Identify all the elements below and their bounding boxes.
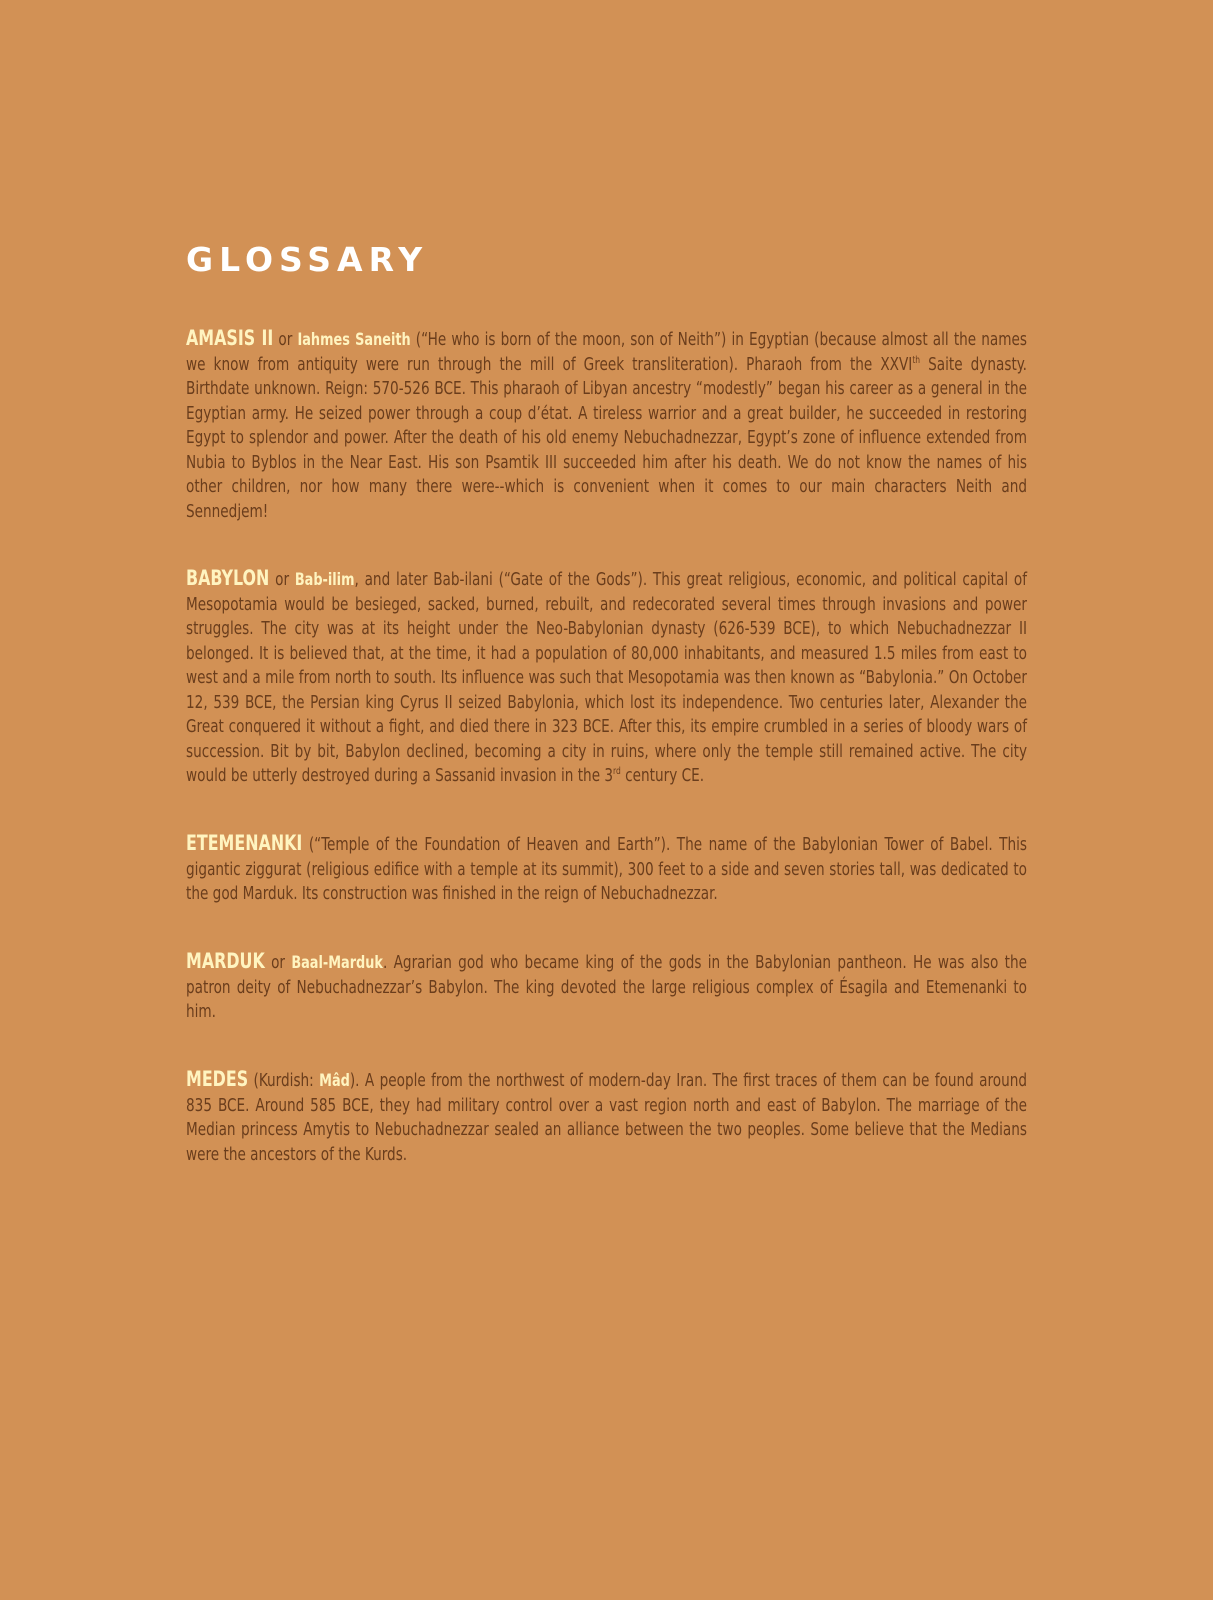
entry-text: (“Temple of the Foundation of Heaven and Earth”). The name of the Babylonian Tower of Babel. This gigantic ziggurat (religious edifice with a temple at its summit), 300 feet to a side and seven stories tall, was dedicated to the god Marduk. Its construction was finished in the reign of Nebuchadnezzar. (186, 834, 1027, 904)
entry-join: or (264, 952, 292, 973)
entry-join: or (269, 569, 295, 590)
entry-term: MEDES (186, 1067, 249, 1091)
entry-alt-name: Mâd (319, 1071, 350, 1091)
entry-term: AMASIS II (186, 326, 274, 350)
glossary-entry-marduk (186, 949, 1027, 1025)
entry-text-continued: Saite dynasty. Birthdate unknown. Reign: 570-526 BCE. This pharaoh of Libyan ancestry “modestly” began his career as a general in the Egyptian army. He seized power through a coup d’état. A tireless warrior and a great builder, he succeeded in restoring Egypt to splendor and power. After the death of his old enemy Nebuchadnezzar, Egypt’s zone of influence extended from Nubia to Byblos in the Near East. His son Psamtik III succeeded him after his death. We do not know the names of his other children, nor how many there were--which is convenient when it comes to our main characters Neith and Sennedjem! (186, 353, 1028, 522)
glossary-entry-babylon (186, 566, 1027, 789)
glossary-entry-etemenanki (186, 831, 1027, 907)
entry-text-continued: century CE. (620, 765, 705, 786)
entry-alt-name: Bab-ilim (294, 570, 355, 590)
glossary-page (186, 240, 1027, 1209)
entry-term: ETEMENANKI (186, 831, 303, 855)
entry-text: , and later Bab-ilani (“Gate of the Gods”). This great religious, economic, and political capital of Mesopotamia would be besieged, sacked, burned, rebuilt, and redecorated several times through invasions and power struggles. The city was at its height under the Neo-Babylonian dynasty (626-539 BCE), to which Nebuchadnezzar II belonged. It is believed that, at the time, it had a population of 80,000 inhabitants, and measured 1.5 miles from east to west and a mile from north to south. Its influence was such that Mesopotamia was then known as “Babylonia.” On October 12, 539 BCE, the Persian king Cyrus II seized Babylonia, which lost its independence. Two centuries later, Alexander the Great conquered it without a fight, and died there in 323 BCE. After this, its empire crumbled in a series of bloody wars of succession. Bit by bit, Babylon declined, becoming a city in ruins, where only the temple still remained active. The city would be utterly destroyed during a Sassanid invasion in the 3 (186, 569, 1028, 786)
entry-join: or (273, 329, 298, 350)
page-title: GLOSSARY (186, 240, 429, 279)
entry-text: (“He who is born of the moon, son of Neith”) in Egyptian (because almost all the names we know from antiquity were run through the mill of Greek transliteration). Pharaoh from the XXVI (186, 329, 1027, 375)
entry-text: . Agrarian god who became king of the gods in the Babylonian pantheon. He was also the patron deity of Nebuchadnezzar’s Babylon. The king devoted the large religious complex of Ésagila and Etemenanki to him. (186, 952, 1028, 1022)
entry-superscript: th (912, 354, 921, 366)
glossary-entry-medes (186, 1067, 1027, 1167)
entry-alt-name: Baal-Marduk (291, 953, 383, 973)
entry-alt-name: Iahmes Saneith (297, 330, 411, 350)
entry-join: (Kurdish: (248, 1070, 320, 1091)
entry-superscript: rd (613, 766, 621, 777)
entry-text: ). A people from the northwest of modern-day Iran. The first traces of them can be found around 835 BCE. Around 585 BCE, they had military control over a vast region north and east of Babylon. The marriage of the Median princess Amytis to Nebuchadnezzar sealed an alliance between the two peoples. Some believe that the Medians were the ancestors of the Kurds. (186, 1070, 1027, 1165)
glossary-entry-amasis (186, 326, 1027, 524)
entry-term: BABYLON (186, 566, 270, 590)
entry-term: MARDUK (186, 949, 265, 973)
